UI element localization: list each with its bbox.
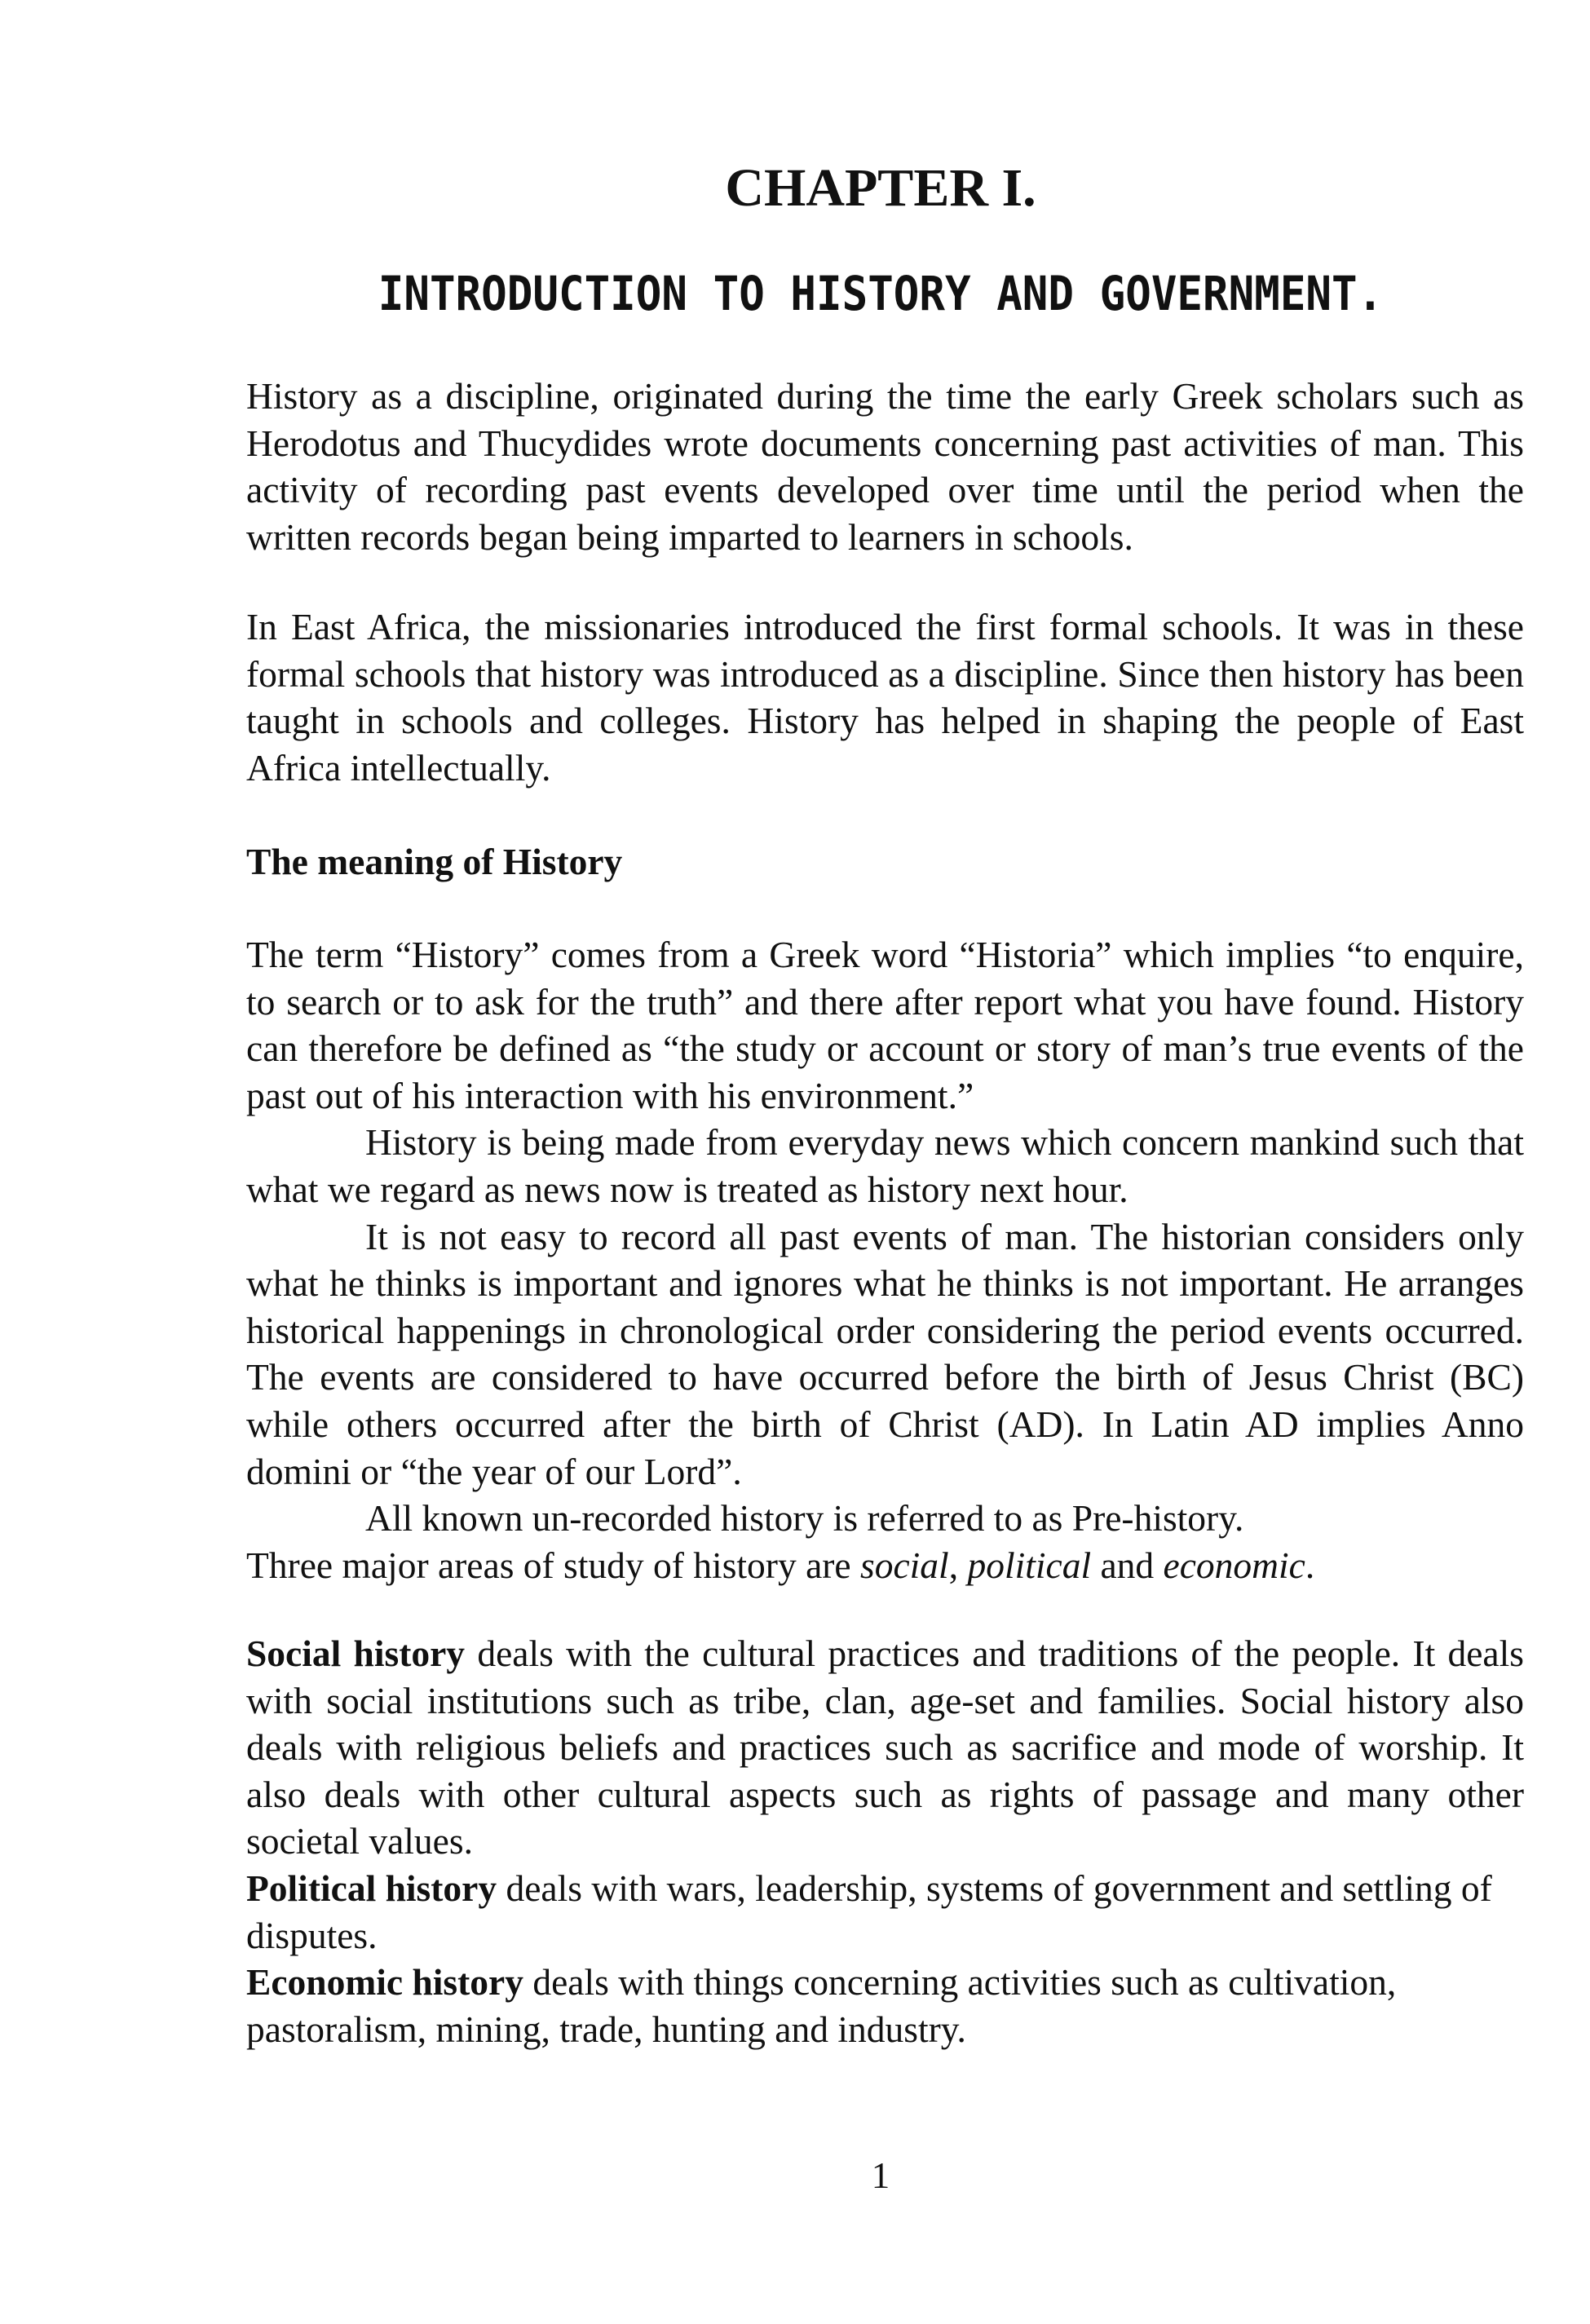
economic-history-term: Economic history bbox=[246, 1961, 523, 2004]
section-heading-meaning: The meaning of History bbox=[246, 841, 623, 882]
areas-political: political bbox=[967, 1544, 1092, 1586]
political-history-paragraph bbox=[246, 1865, 1524, 1959]
meaning-paragraph-4: All known un-recorded history is referred to as Pre-history. bbox=[365, 1497, 1244, 1540]
economic-history-paragraph bbox=[246, 1959, 1524, 2052]
social-history-paragraph bbox=[246, 1630, 1524, 1865]
areas-sentence bbox=[246, 1542, 1524, 1589]
meaning-paragraph-1: The term “History” comes from a Greek word “Historia” which implies “to enquire, to search or to ask for the truth” and there after report what you have found. History can therefore be defined as “the study or account or story of man’s true events of the past out of his interaction with his environment.” bbox=[246, 934, 1524, 1116]
intro-paragraph-2: In East Africa, the missionaries introduced the first formal schools. It was in these formal schools that history was introduced as a discipline. Since then history has been taught in schools and colleges. History has helped in shaping the people of East Africa intellectually. bbox=[246, 606, 1524, 789]
intro-section-2 bbox=[246, 603, 1524, 791]
political-history-term: Political history bbox=[246, 1867, 497, 1909]
economic-history-text: deals with things concerning activities such as cultivation, pastoralism, mining, trade, hunting and industry. bbox=[246, 1961, 1397, 2050]
areas-and: and bbox=[1091, 1544, 1164, 1586]
social-history-text: deals with the cultural practices and traditions of the people. It deals with social institutions such as tribe, clan, age-set and families. Social history also deals with religious beliefs and practices such as sacrifice and mode of worship. It also deals with other cultural aspects such as rights of passage and many other societal values. bbox=[246, 1633, 1524, 1862]
chapter-title: CHAPTER I. bbox=[725, 158, 1036, 218]
political-history-text: deals with wars, leadership, systems of government and settling of disputes. bbox=[246, 1867, 1492, 1956]
areas-comma: , bbox=[948, 1544, 968, 1586]
areas-end: . bbox=[1305, 1544, 1315, 1586]
areas-prefix: Three major areas of study of history are bbox=[246, 1544, 860, 1586]
meaning-section bbox=[246, 931, 1524, 1588]
intro-paragraph-1: History as a discipline, originated during the time the early Greek scholars such as Herodotus and Thucydides wrote documents concerning past activities of man. This activity of recording past events developed over time until the period when the written records began being imparted to learners in schools. bbox=[246, 375, 1524, 558]
intro-section-1 bbox=[246, 373, 1524, 560]
areas-social: social bbox=[860, 1544, 949, 1586]
meaning-paragraph-2: History is being made from everyday news which concern mankind such that what we regard as news now is treated as history next hour. bbox=[246, 1121, 1524, 1210]
chapter-subtitle: INTRODUCTION TO HISTORY AND GOVERNMENT. bbox=[378, 266, 1384, 321]
meaning-paragraph-3: It is not easy to record all past events of man. The historian considers only what he thinks is important and ignores what he thinks is not important. He arranges historical happenings in chronological order considering the period events occurred. The events are considered to have occurred before the birth of Jesus Christ (BC) while others occurred after the birth of Christ (AD). In Latin AD implies Anno domini or “the year of our Lord”. bbox=[246, 1215, 1524, 1492]
areas-economic: economic bbox=[1163, 1544, 1305, 1586]
page-number: 1 bbox=[871, 2155, 890, 2196]
social-history-term: Social history bbox=[246, 1633, 466, 1674]
history-areas-section bbox=[246, 1630, 1524, 2052]
